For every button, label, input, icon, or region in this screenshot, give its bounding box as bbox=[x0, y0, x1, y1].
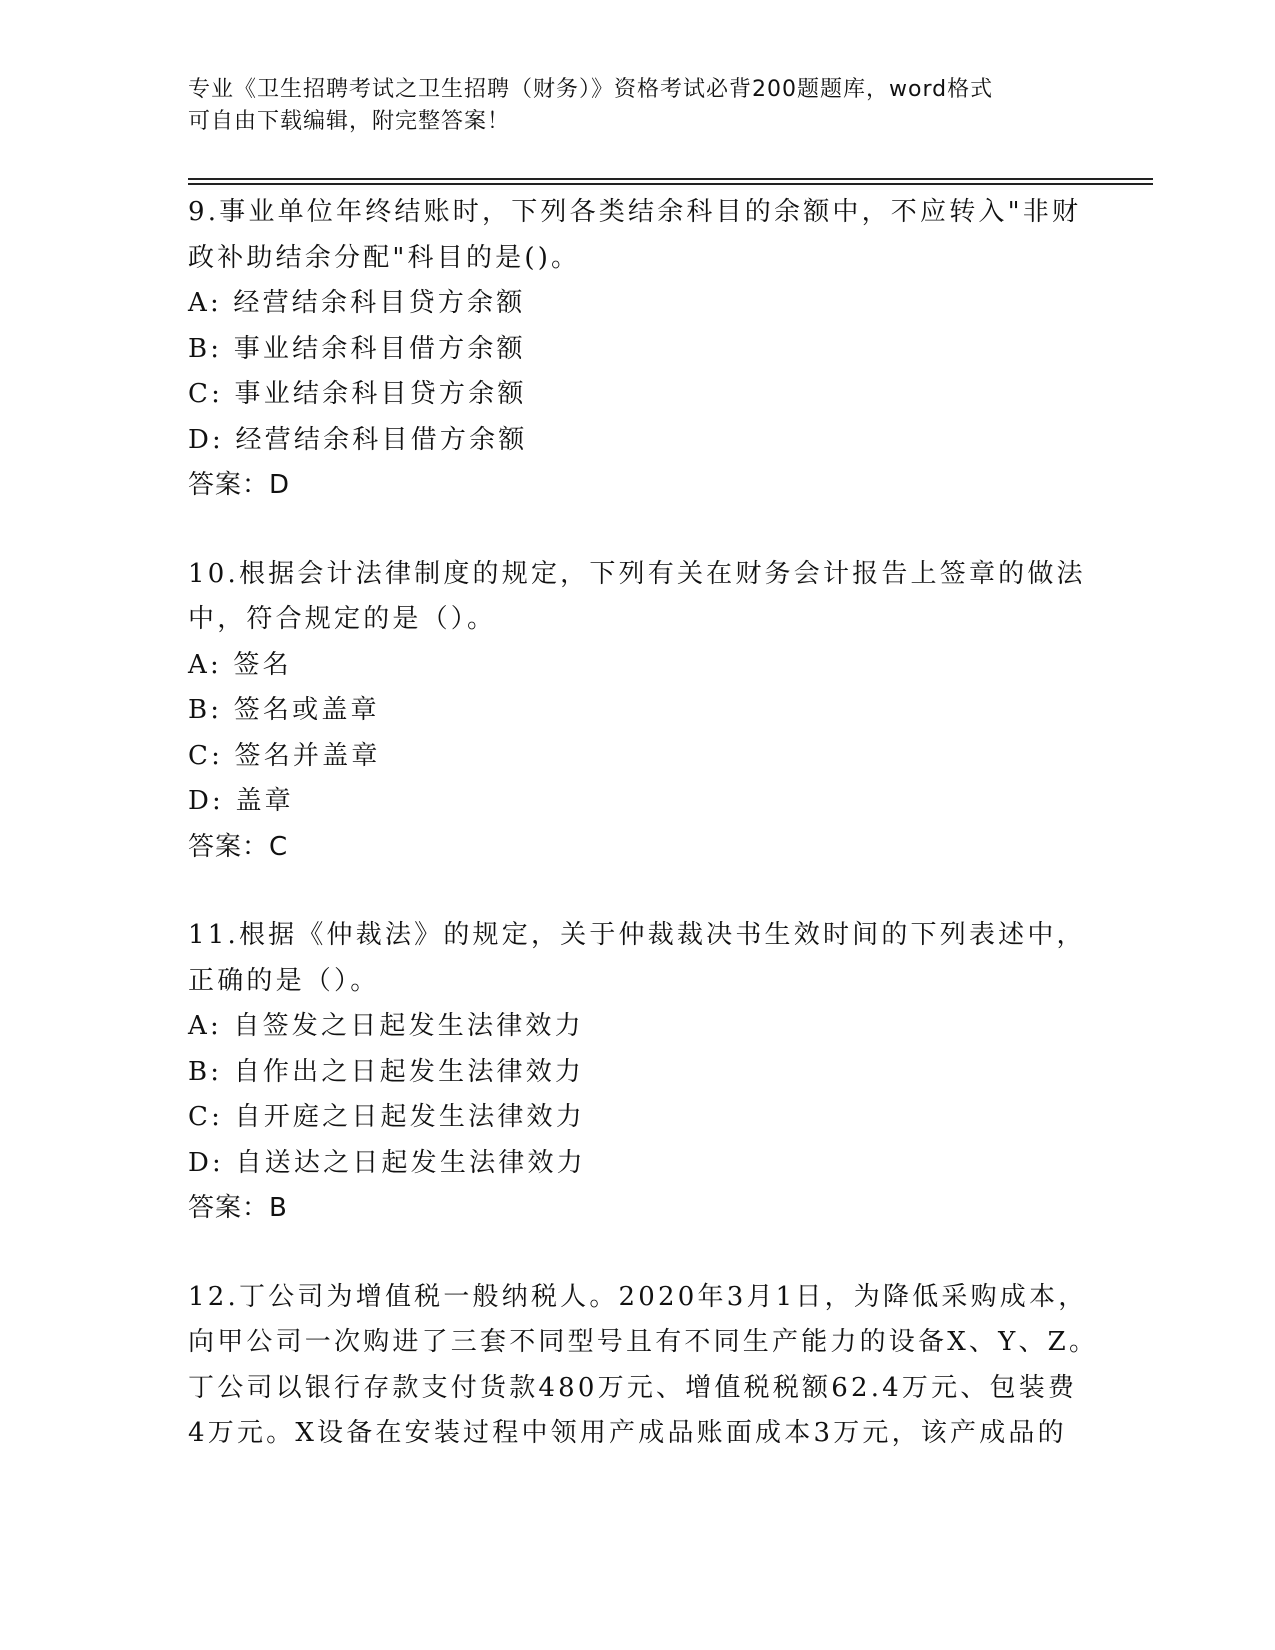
option-b: B: 自作出之日起发生法律效力 bbox=[188, 1056, 585, 1087]
answer-label: 答案：D bbox=[188, 470, 291, 500]
question-stem-line: 4万元。X设备在安装过程中领用产成品账面成本3万元，该产成品的 bbox=[188, 1418, 1067, 1448]
header-divider-bottom bbox=[188, 183, 1153, 185]
header-line-2: 可自由下载编辑，附完整答案！ bbox=[188, 109, 511, 134]
option-c: C: 事业结余科目贷方余额 bbox=[188, 379, 527, 409]
question-stem-line: 丁公司以银行存款支付货款480万元、增值税税额62.4万元、包装费 bbox=[188, 1372, 1078, 1403]
question-10 bbox=[188, 552, 1088, 871]
question-stem-line: 10.根据会计法律制度的规定，下列有关在财务会计报告上签章的做法 bbox=[188, 558, 1086, 589]
question-stem-line: 向甲公司一次购进了三套不同型号且有不同生产能力的设备X、Y、Z。 bbox=[188, 1327, 1099, 1357]
option-d: D: 盖章 bbox=[188, 786, 294, 816]
question-11 bbox=[188, 913, 1088, 1232]
question-9 bbox=[188, 190, 1088, 509]
option-b: B: 签名或盖章 bbox=[188, 695, 380, 725]
question-stem-line: 中，符合规定的是（）。 bbox=[188, 604, 497, 634]
option-a: A: 自签发之日起发生法律效力 bbox=[188, 1011, 584, 1041]
option-d: D: 经营结余科目借方余额 bbox=[188, 424, 528, 455]
option-c: C: 签名并盖章 bbox=[188, 740, 381, 771]
answer-label: 答案：C bbox=[188, 831, 289, 862]
question-stem-line: 政补助结余分配"科目的是()。 bbox=[188, 242, 581, 273]
header-line-1: 专业《卫生招聘考试之卫生招聘（财务）》资格考试必背200题题库，word格式 bbox=[188, 77, 994, 102]
question-stem-line: 9.事业单位年终结账时，下列各类结余科目的余额中，不应转入"非财 bbox=[188, 197, 1082, 227]
question-stem-line: 12.丁公司为增值税一般纳税人。2020年3月1日，为降低采购成本， bbox=[188, 1281, 1088, 1312]
question-stem-line: 11.根据《仲裁法》的规定，关于仲裁裁决书生效时间的下列表述中， bbox=[188, 920, 1086, 950]
option-d: D: 自送达之日起发生法律效力 bbox=[188, 1147, 586, 1178]
option-a: A: 经营结余科目贷方余额 bbox=[188, 288, 526, 318]
option-c: C: 自开庭之日起发生法律效力 bbox=[188, 1102, 585, 1132]
option-a: A: 签名 bbox=[188, 649, 292, 680]
answer-label: 答案：B bbox=[188, 1193, 288, 1223]
question-list bbox=[188, 190, 1099, 1500]
question-12 bbox=[188, 1275, 1099, 1457]
header-divider-top bbox=[188, 178, 1153, 180]
option-b: B: 事业结余科目借方余额 bbox=[188, 333, 526, 364]
question-stem-line: 正确的是（）。 bbox=[188, 965, 380, 996]
document-header bbox=[188, 74, 1068, 138]
